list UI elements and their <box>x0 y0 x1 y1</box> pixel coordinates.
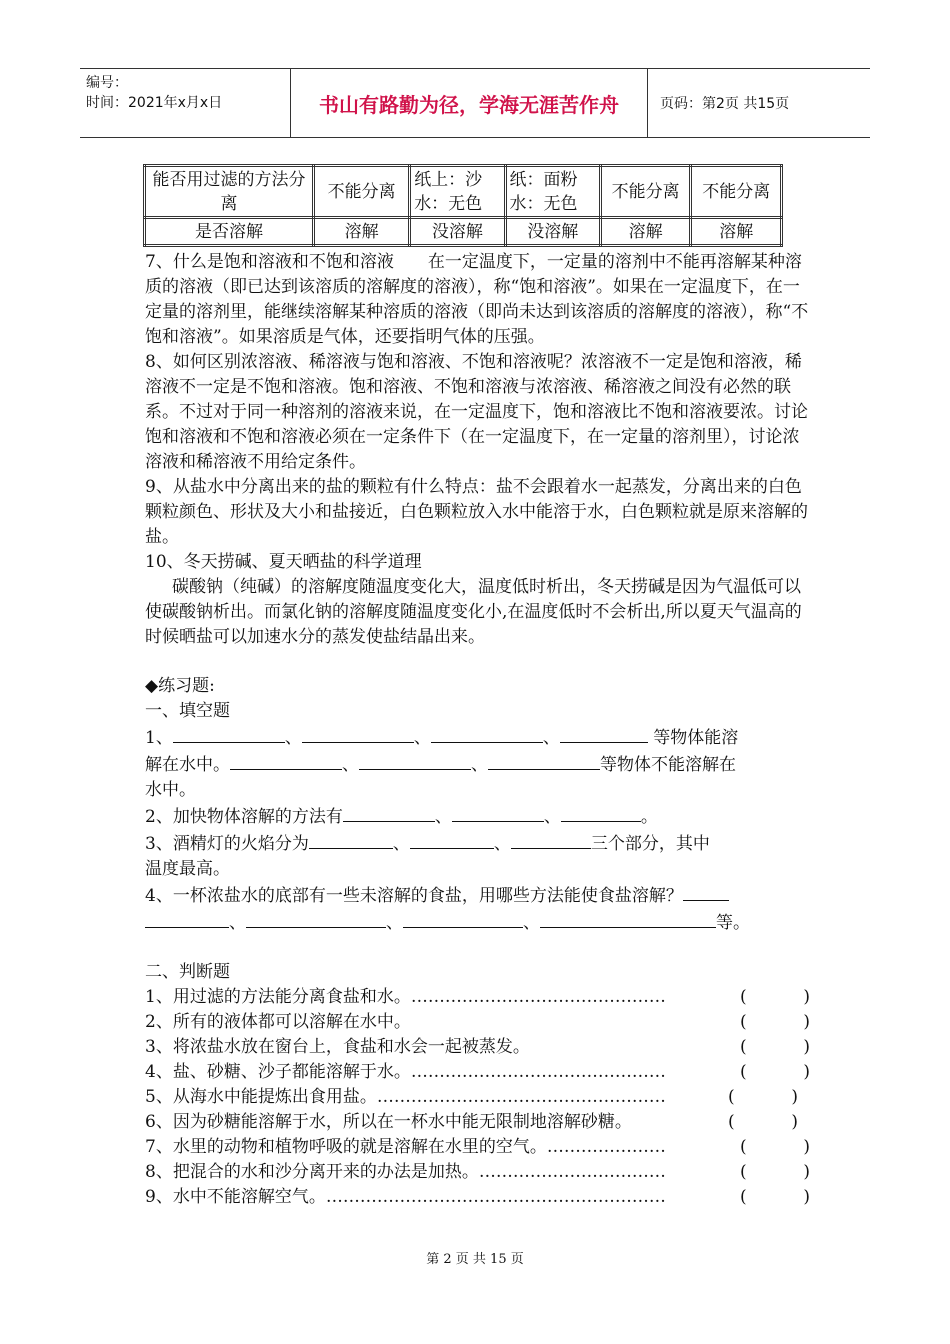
table-cell: 能否用过滤的方法分离 <box>145 166 314 218</box>
header-page-label: 页码：第2页 共15页 <box>660 96 790 112</box>
answer-blank[interactable] <box>230 751 342 770</box>
table-row <box>145 218 782 246</box>
page-header <box>80 68 870 138</box>
judge-text: 8、把混合的水和沙分离开来的办法是加热。…………………………… <box>145 1162 666 1182</box>
paren-open: ( <box>740 987 747 1007</box>
judge-text: 5、从海水中能提炼出食用盐。…………………………………………… <box>145 1087 666 1107</box>
question-1 <box>145 724 810 803</box>
separator: 、 <box>342 755 359 775</box>
answer-blank[interactable] <box>410 830 494 849</box>
separator: 、 <box>386 913 403 933</box>
separator: 、 <box>523 913 540 933</box>
paren-open: ( <box>740 1012 747 1032</box>
table-cell: 纸：面粉水：无色 <box>505 166 600 218</box>
judge-item <box>145 1110 810 1135</box>
paragraph-7: 7、什么是饱和溶液和不饱和溶液 在一定温度下，一定量的溶剂中不能再溶解某种溶质的溶液（即已达到该溶质的溶解度的溶液），称“饱和溶液”。如果在一定温度下，在一定量的溶剂里，能继续溶解某种溶质的溶液（即尚未达到该溶质的溶解度的溶液），称“不饱和溶液”。如果溶质是气体，还要指明气体的压强。 <box>145 252 809 347</box>
paren-close: ) <box>803 1012 810 1032</box>
table-cell: 不能分离 <box>314 166 410 218</box>
judge-item <box>145 1060 810 1085</box>
question-line <box>145 724 810 751</box>
answer-blank[interactable] <box>173 724 285 743</box>
paren-close: ) <box>803 1187 810 1207</box>
judge-item <box>145 1135 810 1160</box>
question-text: 温度最高。 <box>145 859 230 879</box>
question-text: 等。 <box>716 913 750 933</box>
answer-blank[interactable] <box>309 830 393 849</box>
judge-item <box>145 1085 810 1110</box>
answer-blank[interactable] <box>246 909 386 928</box>
answer-blank[interactable] <box>359 751 471 770</box>
paren-close: ) <box>803 1037 810 1057</box>
table-row <box>145 166 782 218</box>
exercises-heading: ◆练习题: <box>145 676 215 696</box>
answer-parens[interactable] <box>740 1160 810 1185</box>
table-cell: 没溶解 <box>505 218 600 246</box>
question-line <box>145 909 810 936</box>
document-body <box>145 250 810 1210</box>
number-label: 编号： <box>86 75 128 91</box>
judge-item <box>145 985 810 1010</box>
judge-text: 2、所有的液体都可以溶解在水中。 <box>145 1012 411 1032</box>
question-2 <box>145 803 810 830</box>
separator: 、 <box>229 913 246 933</box>
question-text: 水中。 <box>145 780 196 800</box>
answer-blank[interactable] <box>403 909 523 928</box>
question-text: 2、加快物体溶解的方法有 <box>145 807 343 827</box>
answer-parens[interactable] <box>728 1110 798 1135</box>
time-label: 时间：2021年x月x日 <box>86 95 223 111</box>
paren-close: ) <box>803 1062 810 1082</box>
answer-parens[interactable] <box>740 1035 810 1060</box>
table-cell: 溶解 <box>691 218 782 246</box>
answer-parens[interactable] <box>728 1085 798 1110</box>
paren-open: ( <box>740 1162 747 1182</box>
judge-item <box>145 1010 810 1035</box>
question-text: 等物体能溶 <box>647 728 739 748</box>
paren-close: ) <box>803 1137 810 1157</box>
fill-in-title: 一、填空题 <box>145 701 230 721</box>
table-cell: 溶解 <box>600 218 691 246</box>
answer-blank[interactable] <box>560 724 648 743</box>
question-line <box>145 751 810 778</box>
paragraph-8: 8、如何区别浓溶液、稀溶液与饱和溶液、不饱和溶液呢？浓溶液不一定是饱和溶液，稀溶液不一定是不饱和溶液。饱和溶液、不饱和溶液与浓溶液、稀溶液之间没有必然的联系。不过对于同一种溶剂的溶液来说，在一定温度下，饱和溶液比不饱和溶液要浓。讨论饱和溶液和不饱和溶液必须在一定条件下（在一定温度下，在一定量的溶剂里），讨论浓溶液和稀溶液不用给定条件。 <box>145 352 808 472</box>
question-text: 3、酒精灯的火焰分为 <box>145 834 309 854</box>
page-footer: 第 2 页 共 15 页 <box>426 1252 524 1267</box>
paren-open: ( <box>728 1087 735 1107</box>
table-cell: 溶解 <box>314 218 410 246</box>
question-text: 三个部分，其中 <box>590 834 710 854</box>
question-text: 1、 <box>145 728 173 748</box>
question-text: 。 <box>640 807 658 827</box>
paren-close: ) <box>803 1162 810 1182</box>
judge-text: 3、将浓盐水放在窗台上，食盐和水会一起被蒸发。 <box>145 1037 530 1057</box>
answer-blank[interactable] <box>431 724 543 743</box>
paragraph-10-title: 10、冬天捞碱、夏天晒盐的科学道理 <box>145 552 422 572</box>
judge-item <box>145 1035 810 1060</box>
question-text: 4、一杯浓盐水的底部有一些未溶解的食盐，用哪些方法能使食盐溶解？ <box>145 886 683 906</box>
paragraph-9: 9、从盐水中分离出来的盐的颗粒有什么特点：盐不会跟着水一起蒸发，分离出来的白色颗粒颜色、形状及大小和盐接近，白色颗粒放入水中能溶于水，白色颗粒就是原来溶解的盐。 <box>145 477 808 547</box>
paragraph-10-body: 碳酸钠（纯碱）的溶解度随温度变化大，温度低时析出，冬天捞碱是因为气温低可以使碳酸钠析出。而氯化钠的溶解度随温度变化小,在温度低时不会析出,所以夏天气温高的时候晒盐可以加速水分的蒸发使盐结晶出来。 <box>145 577 802 647</box>
question-line <box>145 830 810 857</box>
answer-blank[interactable] <box>511 830 591 849</box>
paren-open: ( <box>740 1062 747 1082</box>
question-text: 解在水中。 <box>145 755 230 775</box>
separator: 、 <box>542 728 560 748</box>
answer-parens[interactable] <box>740 1135 810 1160</box>
table-cell: 没溶解 <box>410 218 505 246</box>
question-4 <box>145 882 810 936</box>
separator: 、 <box>284 728 302 748</box>
paren-open: ( <box>740 1187 747 1207</box>
paren-open: ( <box>728 1112 735 1132</box>
answer-blank[interactable] <box>540 909 716 928</box>
answer-parens[interactable] <box>740 1060 810 1085</box>
answer-blank[interactable] <box>452 803 544 822</box>
judge-text: 7、水里的动物和植物呼吸的就是溶解在水里的空气。………………… <box>145 1137 666 1157</box>
separator: 、 <box>434 807 452 827</box>
answer-parens[interactable] <box>740 1185 810 1210</box>
judge-text: 4、盐、砂糖、沙子都能溶解于水。……………………………………… <box>145 1062 666 1082</box>
separator: 、 <box>493 834 511 854</box>
separator: 、 <box>392 834 410 854</box>
table-cell: 纸上：沙水：无色 <box>410 166 505 218</box>
answer-blank[interactable] <box>302 724 414 743</box>
paren-close: ) <box>791 1112 798 1132</box>
answer-blank[interactable] <box>145 909 229 928</box>
judge-item <box>145 1160 810 1185</box>
solubility-table <box>143 164 783 247</box>
answer-blank[interactable] <box>343 803 435 822</box>
header-meta <box>80 69 290 137</box>
question-text: 等物体不能溶解在 <box>600 755 736 775</box>
judge-text: 9、水中不能溶解空气。…………………………………………………… <box>145 1187 666 1207</box>
separator: 、 <box>543 807 561 827</box>
paren-close: ) <box>803 987 810 1007</box>
answer-parens[interactable] <box>740 985 810 1010</box>
judge-title: 二、判断题 <box>145 962 230 982</box>
header-motto: 书山有路勤为径，学海无涯苦作舟 <box>290 69 648 137</box>
table-cell: 不能分离 <box>600 166 691 218</box>
paren-open: ( <box>740 1037 747 1057</box>
paren-open: ( <box>740 1137 747 1157</box>
judge-text: 6、因为砂糖能溶解于水，所以在一杯水中能无限制地溶解砂糖。 <box>145 1112 632 1132</box>
separator: 、 <box>413 728 431 748</box>
separator: 、 <box>471 755 488 775</box>
answer-blank[interactable] <box>488 751 600 770</box>
judge-item <box>145 1185 810 1210</box>
answer-blank[interactable] <box>561 803 641 822</box>
paren-close: ) <box>791 1087 798 1107</box>
answer-parens[interactable] <box>740 1010 810 1035</box>
table-cell: 是否溶解 <box>145 218 314 246</box>
question-line <box>145 882 810 909</box>
question-3 <box>145 830 810 882</box>
answer-blank[interactable] <box>683 882 729 901</box>
judge-text: 1、用过滤的方法能分离食盐和水。……………………………………… <box>145 987 666 1007</box>
table-cell: 不能分离 <box>691 166 782 218</box>
